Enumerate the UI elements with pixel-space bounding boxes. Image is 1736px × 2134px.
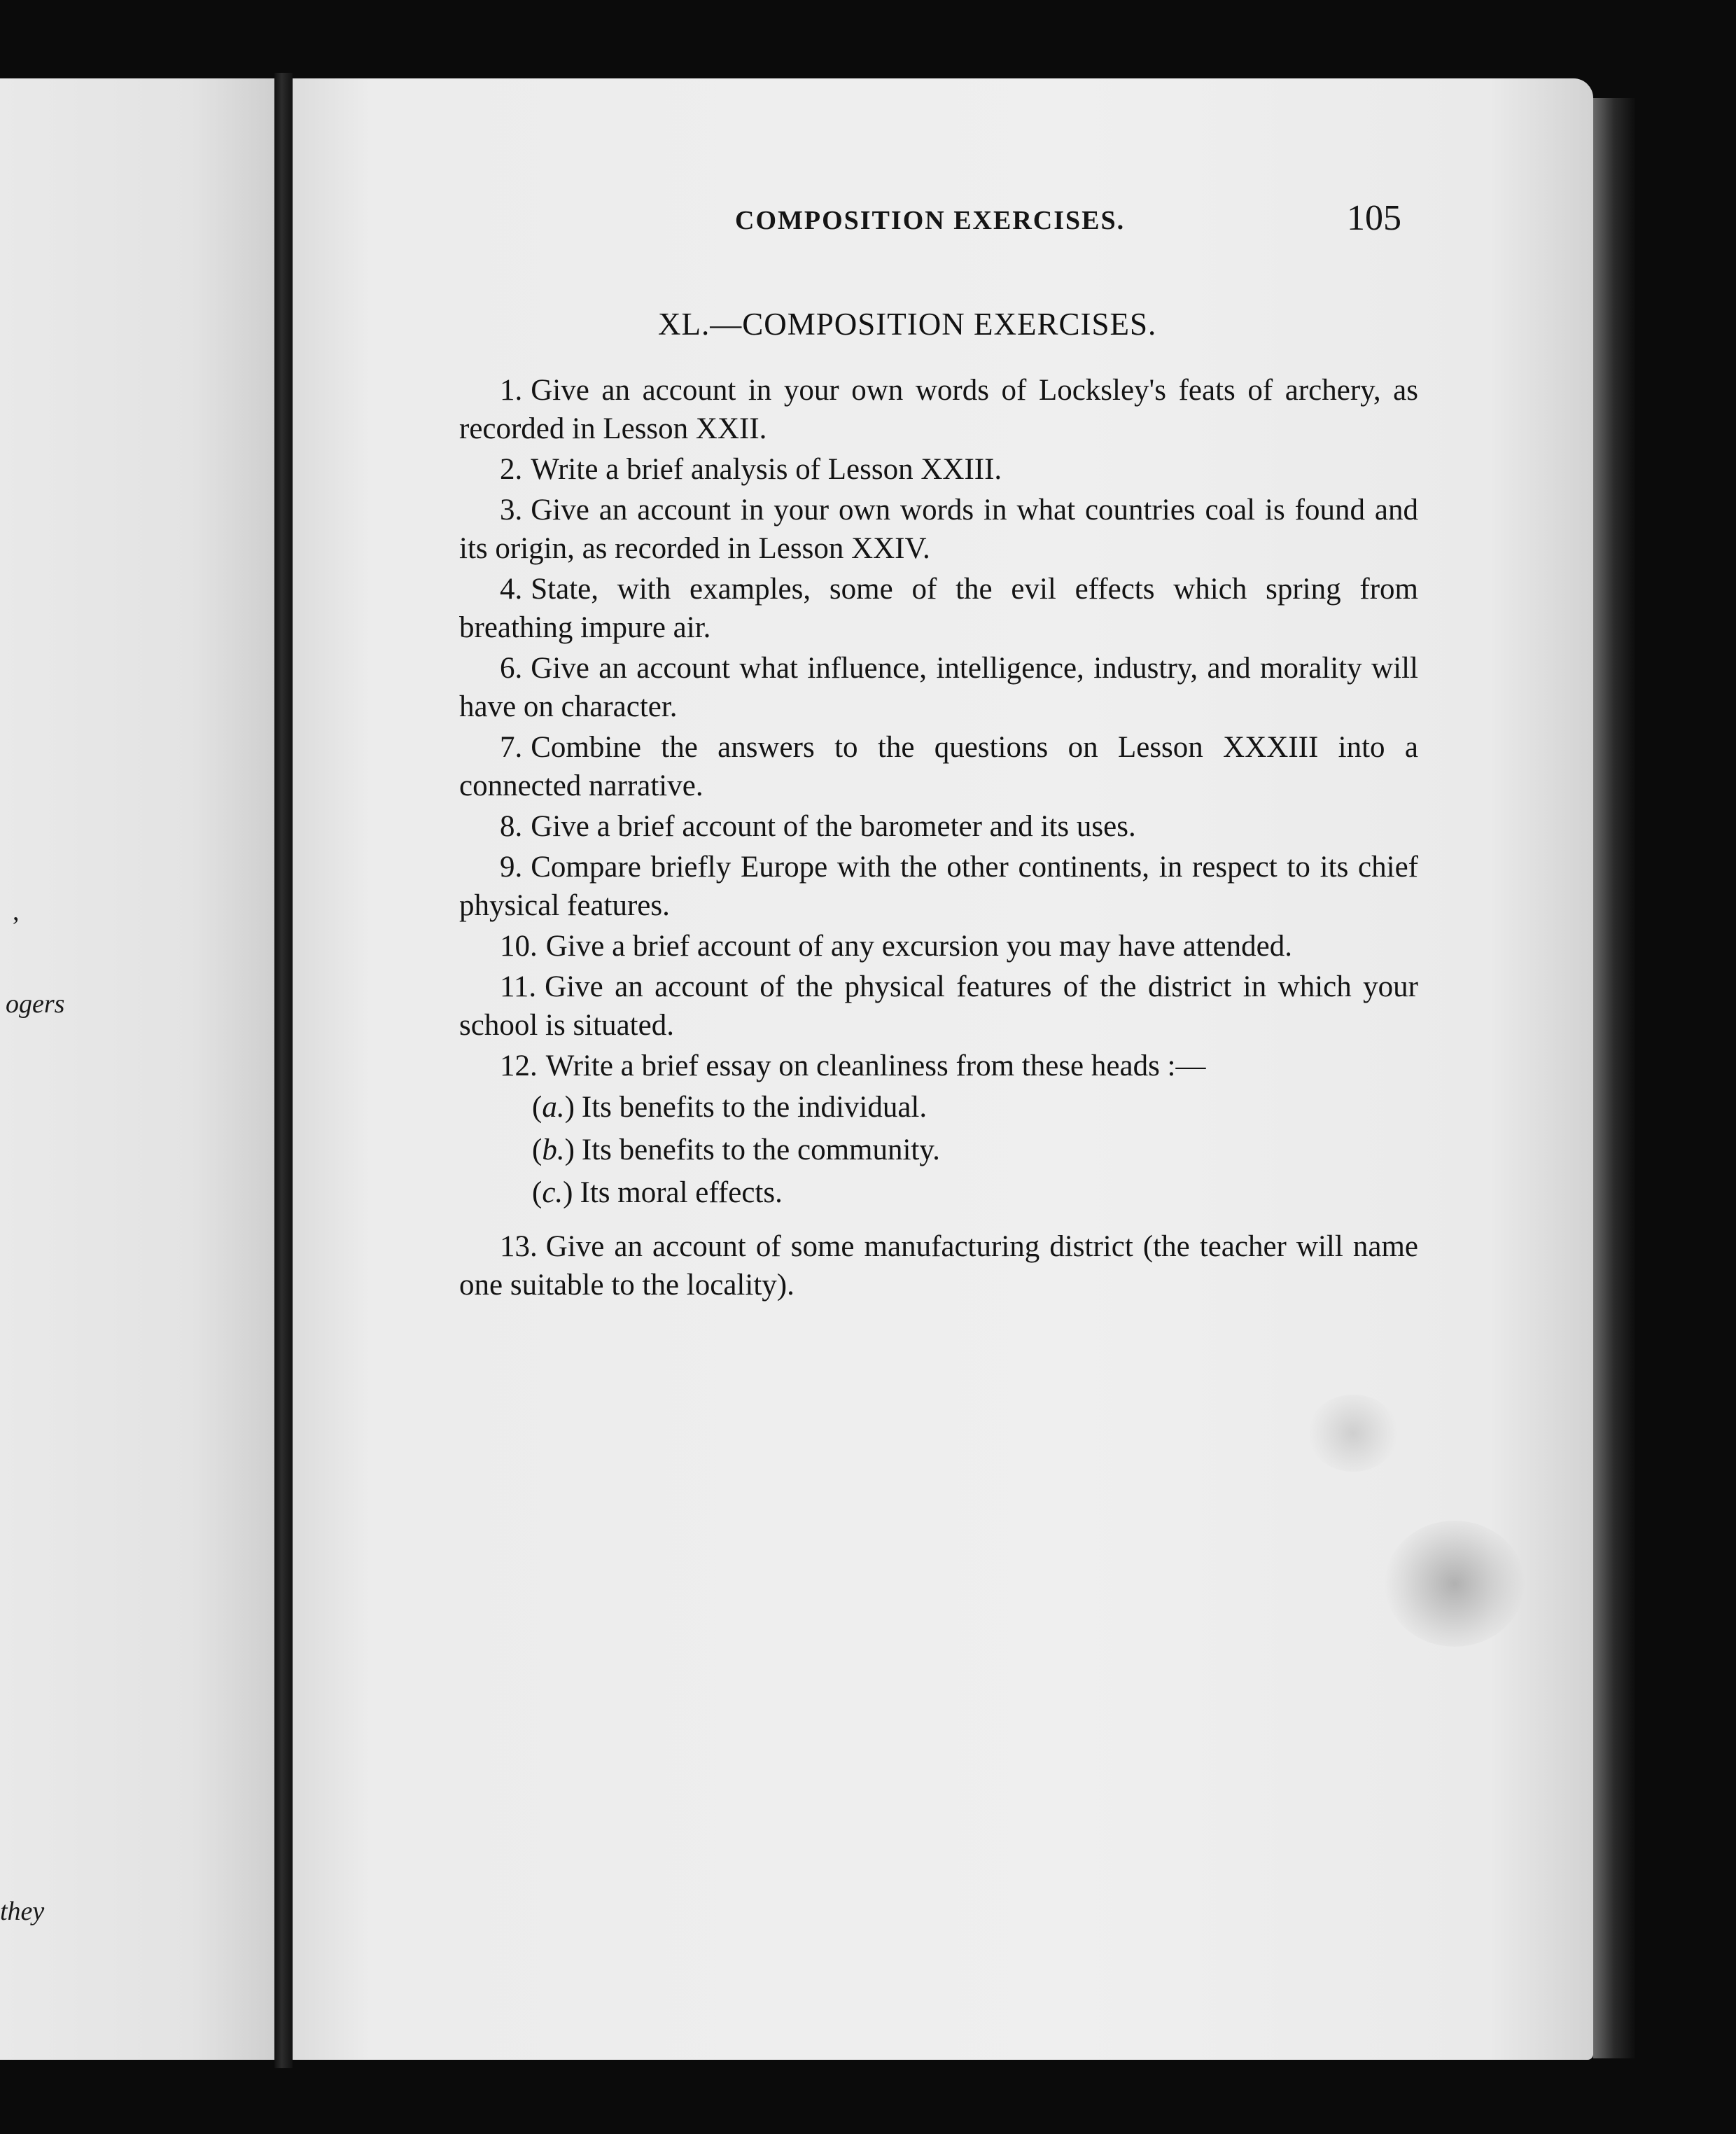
sub-item-list — [459, 1088, 1418, 1212]
exercise-text: Write a brief analysis of Lesson XXIII. — [531, 453, 1002, 486]
page-smudge — [1308, 1395, 1399, 1472]
sub-item-text: Its benefits to the community. — [581, 1134, 940, 1166]
exercise-text: Give an account what influence, intelligence, industry, and morality will have on character. — [459, 652, 1418, 723]
left-page-mark: , — [13, 897, 20, 926]
exercise-item — [459, 728, 1418, 805]
exercise-text: Give an account of some manufacturing district (the teacher will name one suitable to the locality). — [459, 1230, 1418, 1302]
exercise-item — [459, 371, 1418, 448]
exercise-item — [459, 968, 1418, 1045]
exercise-item — [459, 807, 1418, 846]
exercise-text: Combine the answers to the questions on Lesson XXXIII into a connected narrative. — [459, 731, 1418, 802]
sub-item — [459, 1173, 1418, 1212]
exercise-item — [459, 570, 1418, 647]
exercise-text: Give an account of the physical features of the district in which your school is situated. — [459, 970, 1418, 1042]
exercise-number: 11. — [500, 970, 537, 1003]
left-page-fragment: ogers — [6, 989, 65, 1019]
exercise-number: 2. — [500, 453, 523, 486]
sub-item-text: Its moral effects. — [580, 1176, 783, 1209]
exercise-number: 3. — [500, 494, 523, 526]
left-page-fragment: they — [0, 1897, 45, 1926]
exercise-number: 9. — [500, 851, 523, 884]
sub-item — [459, 1131, 1418, 1169]
exercise-item — [459, 649, 1418, 726]
running-head: COMPOSITION EXERCISES. — [735, 206, 1126, 235]
section-title: XL.—COMPOSITION EXERCISES. — [658, 307, 1157, 342]
sub-item-marker: (c.) — [532, 1176, 573, 1209]
exercise-text: Compare briefly Europe with the other continents, in respect to its chief physical features. — [459, 851, 1418, 922]
exercise-item — [459, 450, 1418, 489]
exercise-number: 6. — [500, 652, 523, 685]
exercise-item — [459, 1227, 1418, 1304]
exercise-number: 1. — [500, 374, 523, 407]
sub-item-marker: (b.) — [532, 1134, 575, 1166]
exercise-item — [459, 1047, 1418, 1085]
exercise-item — [459, 927, 1418, 965]
exercise-number: 4. — [500, 573, 523, 606]
sub-item-text: Its benefits to the individual. — [581, 1091, 927, 1124]
exercise-list — [459, 371, 1418, 1306]
sub-item-marker: (a.) — [532, 1091, 575, 1124]
exercise-number: 7. — [500, 731, 523, 764]
exercise-text: Give a brief account of any excursion you may have attended. — [545, 930, 1292, 963]
sub-item — [459, 1088, 1418, 1127]
exercise-text: Write a brief essay on cleanliness from these heads :— — [545, 1049, 1206, 1082]
exercise-text: Give a brief account of the barometer and its uses. — [531, 810, 1136, 843]
exercise-text: Give an account in your own words of Locksley's feats of archery, as recorded in Lesson XXII. — [459, 374, 1418, 445]
left-facing-page — [0, 78, 274, 2060]
exercise-number: 13. — [500, 1230, 538, 1263]
page-block-edge — [1593, 98, 1635, 2058]
page-smudge — [1385, 1521, 1525, 1647]
page-number: 105 — [1347, 198, 1401, 238]
exercise-number: 12. — [500, 1049, 538, 1082]
exercise-text: Give an account in your own words in what countries coal is found and its origin, as recorded in Lesson XXIV. — [459, 494, 1418, 565]
exercise-number: 10. — [500, 930, 538, 963]
exercise-item — [459, 491, 1418, 568]
exercise-text: State, with examples, some of the evil effects which spring from breathing impure air. — [459, 573, 1418, 644]
book-gutter — [274, 73, 293, 2068]
exercise-number: 8. — [500, 810, 523, 843]
exercise-item — [459, 848, 1418, 925]
